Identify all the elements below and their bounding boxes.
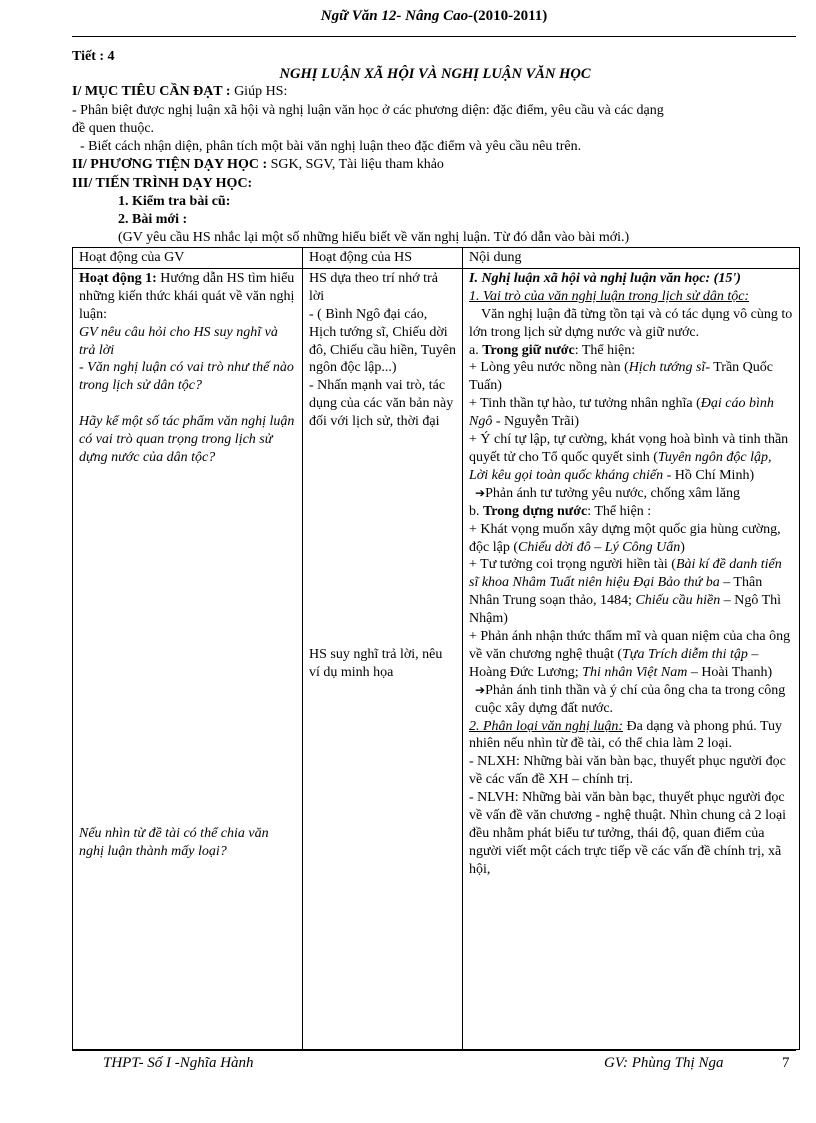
text: – Hoàng Đức Lương; [469,646,759,680]
gv-activity-text: Hướng dẫn HS tìm hiểu những kiến thức khái quát về văn nghị luận: [79,270,295,322]
gv-question-2: - Văn nghị luận có vai trò như thế nào trong lịch sử dân tộc? [79,360,294,394]
lesson-title: NGHỊ LUẬN XÃ HỘI VÀ NGHỊ LUẬN VĂN HỌC [279,66,591,82]
text: 2. Phân loại văn nghị luận: [469,718,623,734]
process-item-1: 1. Kiểm tra bài cũ: [118,194,231,209]
text: Tựa Trích diễm thi tập [622,646,748,662]
header-title: Ngữ Văn 12- Nâng Cao- [320,8,474,24]
content-a-heading [469,342,793,360]
footer-teacher: GV: Phùng Thị Nga [604,1055,724,1071]
table-header-row [73,248,800,269]
content-arrow-1 [469,485,793,503]
means-heading: II/ PHƯƠNG TIỆN DẠY HỌC : [72,157,268,172]
gv-question-4: Nếu nhìn từ đề tài có thể chia văn nghị luận thành mấy loại? [79,825,269,859]
gv-activity [79,270,296,324]
gv-cell [73,268,303,1049]
page-header [72,8,796,25]
text: + Tinh thần tự hào, tư tưởng nhân nghĩa ( [469,396,701,412]
process-heading: III/ TIẾN TRÌNH DẠY HỌC: [72,176,253,191]
hs-answer-1: HS dựa theo trí nhớ trả lời [309,270,438,304]
text: Thi nhân Việt Nam [582,664,688,680]
footer-school: THPT- Số I -Nghĩa Hành [103,1055,254,1071]
col-header-gv: Hoạt động của GV [73,248,303,269]
header-rule [72,36,796,37]
text: Đa dạng và phong phú. Tuy nhiên nếu nhìn từ đề tài, có thể chia làm 2 loại. [469,718,783,752]
content-b-1 [469,521,793,557]
text: : Thể hiện: [574,342,636,358]
text: - Nguyễn Trãi) [492,414,580,430]
text: : Thể hiện : [587,503,652,519]
text: Chiếu cầu hiền [635,593,721,609]
text: Trong dựng nước [483,503,588,519]
content-section-2 [469,718,793,754]
page-number: 7 [782,1055,790,1071]
arrow-right-icon: ➔ [475,485,486,500]
col-header-hs: Hoạt động của HS [303,248,463,269]
text: – Ngô Thì Nhậm) [469,593,782,627]
text: + Khát vọng muốn xây dựng một quốc gia hùng cường, độc lập ( [469,521,781,555]
gv-activity-label: Hoạt động 1: [79,270,157,286]
text: – Hoài Thanh) [687,664,773,680]
content-cell [463,268,800,1049]
hs-answer-3: - Nhấn mạnh vai trò, tác dụng của các văn bản này đối với lịch sử, thời đại [309,378,454,430]
footer-rule [72,1050,796,1051]
gv-question-1: GV nêu câu hỏi cho HS suy nghĩ và trả lời [79,324,278,358]
objectives-heading-line [72,83,798,100]
content-b-2 [469,556,793,628]
objective-line-3: - Biết cách nhận diện, phân tích một bài văn nghị luận theo đặc điểm và yêu cầu nêu trên. [80,139,582,154]
process-item-2: 2. Bài mới : [118,212,188,227]
content-b-3 [469,628,793,682]
text: ) [680,539,685,555]
text: a. [469,342,479,358]
hs-answer-2: - ( Bình Ngô đại cáo, Hịch tướng sĩ, Chiếu dời đô, Chiếu cầu hiền, Tuyên ngôn độc lập...) [309,306,456,376]
text: + Phản ánh nhận thức thẩm mĩ và quan niệm của cha ông về văn chương nghệ thuật ( [469,629,791,662]
text: Trong giữ nước [482,342,575,358]
content-a-3 [469,431,793,485]
objectives-heading: I/ MỤC TIÊU CẦN ĐẠT : [72,84,231,99]
table-row [73,268,800,1049]
text: - Hồ Chí Minh) [663,467,755,483]
means-line [72,156,798,173]
text: + Tư tưởng coi trọng người hiền tài ( [469,557,676,573]
hs-cell [303,268,463,1049]
text: Phản ánh tư tưởng yêu nước, chống xâm lăng [485,485,740,501]
hs-answer-4: HS suy nghĩ trả lời, nêu ví dụ minh họa [309,647,443,680]
text: b. [469,503,480,519]
text: - Trần Quốc Tuấn) [469,360,773,394]
objective-line-1: - Phân biệt được nghị luận xã hội và nghị luận văn học ở các phương diện: đặc điểm, yêu cầu và các dạng [72,103,664,118]
lesson-table [72,247,800,1050]
text: Đại cáo bình Ngô [469,396,774,430]
means-text: SGK, SGV, Tài liệu tham khảo [270,157,444,172]
header-years: (2010-2011) [473,8,548,24]
text: + Ý chí tự lập, tự cường, khát vọng hoà bình và tinh thần quyết tử cho Tổ quốc quyết sinh ( [469,432,789,465]
text: Tuyên ngôn độc lập, Lời kêu gọi toàn quốc kháng chiến [469,449,772,483]
objectives-heading-tail: Giúp HS: [234,84,288,99]
content-nlxh: - NLXH: Những bài văn bàn bạc, thuyết phục người đọc về các vấn đề XH – chính trị. [469,754,786,788]
text: Bài kí đề danh tiến sĩ khoa Nhâm Tuất niên hiệu Đại Bảo thứ ba [469,557,782,591]
content-para-1: Văn nghị luận đã từng tồn tại và có tác dụng vô cùng to lớn trong lịch sử dựng nước và giữ nước. [469,306,793,340]
content-section-1: 1. Vai trò của văn nghị luận trong lịch sử dân tộc: [469,288,750,304]
objective-line-2: đề quen thuộc. [72,121,155,136]
text: Chiếu dời đô – Lý Công Uẩn [517,539,681,555]
col-header-content: Nội dung [463,248,800,269]
text: – Thân Nhân Trung soạn thảo, 1484; [469,575,763,609]
text: Hịch tướng sĩ [628,360,706,376]
content-b-heading [469,503,793,521]
spacer [79,467,296,825]
content-arrow-2 [469,682,793,718]
content-nlvh: - NLVH: Những bài văn bàn bạc, thuyết phục người đọc về vấn đề văn chương - nghệ thuật. Nhìn chung cả 2 loại đều nhằm phát biểu tư tưởng, thái độ, quan điểm của người viết một cách trực tiếp về các vấn đề chính trị, xã hội, [469,790,787,877]
content-title: I. Nghị luận xã hội và nghị luận văn học: (15') [469,270,741,286]
text: Phản ánh tinh thần và ý chí của ông cha ta trong công cuộc xây dựng đất nước. [475,682,786,716]
gv-question-3: Hãy kể một số tác phẩm văn nghị luận có vai trò quan trọng trong lịch sử dựng nước của dân tộc? [79,414,295,465]
spacer [309,431,456,646]
lesson-label: Tiết : 4 [72,49,115,64]
content-a-1 [469,359,793,395]
text: + Lòng yêu nước nồng nàn ( [469,360,629,376]
process-intro: (GV yêu cầu HS nhắc lại một số những hiểu biết về văn nghị luận. Từ đó dẫn vào bài mới.) [118,230,630,245]
spacer [79,395,296,413]
arrow-right-icon: ➔ [475,682,486,697]
content-a-2 [469,395,793,431]
